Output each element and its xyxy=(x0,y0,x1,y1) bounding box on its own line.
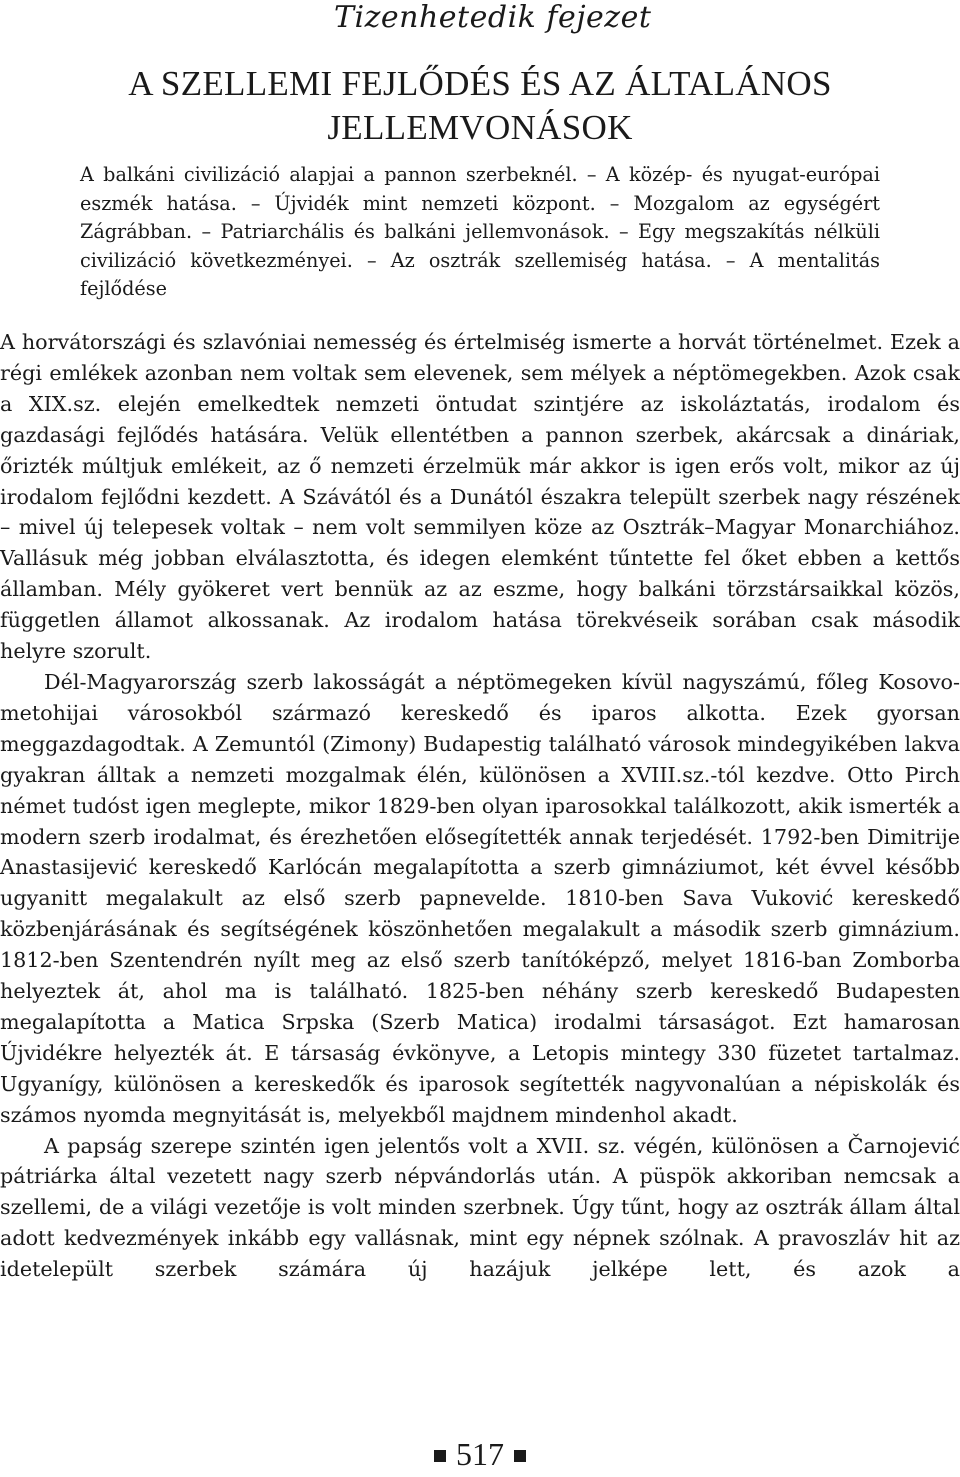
page-footer xyxy=(0,1435,960,1473)
chapter-title: A SZELLEMI FEJLŐDÉS ÉS AZ ÁLTALÁNOS JELLEMVONÁSOK xyxy=(128,64,832,147)
square-bullet-icon xyxy=(434,1450,446,1462)
page-number: 517 xyxy=(456,1436,504,1472)
chapter-summary: A balkáni civilizáció alapjai a pannon szerbeknél. – A közép- és nyugat-európai eszmék hatása. – Újvidék mint nemzeti központ. – Mozgalom az egységért Zágrábban. – Patriarchális és balkáni jellemvonások. – Egy megszakítás nélküli civilizáció következményei. – Az osztrák szellemiség hatása. – A mentalitás fejlődése xyxy=(80,163,880,301)
body-text xyxy=(0,327,960,1285)
chapter-label: Tizenhetedik fejezet xyxy=(334,0,652,35)
paragraph: A horvátországi és szlavóniai nemesség és értelmiség ismerte a horvát történelmet. Ezek a régi emlékek azonban nem voltak sem elevenek, sem mélyek a néptömegekben. Azok csak a XIX.sz. elején emelkedtek nemzeti öntudat szintjére az iskoláztatás, irodalom és gazdasági fejlődés hatására. Velük ellentétben a pannon szerbek, akárcsak a dináriak, őrizték múltjuk emlékeit, az ő nemzeti érzelmük már akkor is igen erős volt, mikor az új irodalom fejlődni kezdett. A Szávától és a Dunától északra települt szerbek nagy részének – mivel új telepesek voltak – nem volt semmilyen köze az Osztrák–Magyar Monarchiához. Vallásuk még jobban elválasztotta, és idegen elemként tűntette fel őket ebben a kettős államban. Mély gyökeret vert bennük az az eszme, hogy balkáni törzstársaikkal közös, független államot alkossanak. Az irodalom hatása törekvéseik sorában csak második helyre szorult. xyxy=(0,330,960,664)
paragraph: A papság szerepe szintén igen jelentős volt a XVII. sz. végén, különösen a Čarnojević pátriárka által vezetett nagy szerb népvándorlás után. A püspök akkoriban nemcsak a szellemi, de a világi vezetője is volt minden szerbnek. Úgy tűnt, hogy az osztrák állam által adott kedvezmények inkább egy vallásnak, mint egy népnek szólnak. A pravoszláv hit az idetelepült szerbek számára új hazájuk jelképe lett, és azok a xyxy=(0,1133,960,1282)
paragraph: Dél-Magyarország szerb lakosságát a néptömegeken kívül nagyszámú, főleg Kosovo-metohijai városokból származó kereskedő és iparos alkotta. Ezek gyorsan meggazdagodtak. A Zemuntól (Zimony) Budapestig található városok mindegyikében lakva gyakran álltak a nemzeti mozgalmak élén, különösen a XVIII.sz.-tól kezdve. Otto Pirch német tudóst igen meglepte, mikor 1829-ben olyan iparosokkal találkozott, akik ismerték a modern szerb irodalmat, és érezhetően elősegítették annak terjedését. 1792-ben Dimitrije Anastasijević kereskedő Karlócán megalapította a szerb gimnáziumot, két évvel később ugyanitt megalakult az első szerb papnevelde. 1810-ben Sava Vuković kereskedő közbenjárásának és segítségének köszönhetően megalakult a második szerb gimnázium. 1812-ben Szentendrén nyílt meg az első szerb tanítóképző, melyet 1816-ban Zomborba helyeztek át, ahol ma is található. 1825-ben néhány szerb kereskedő Budapesten megalapította a Matica Srpska (Szerb Matica) irodalmi társaságot. Ezt hamarosan Újvidékre helyezték át. E társaság évkönyve, a Letopis mintegy 330 füzetet tartalmaz. Ugyanígy, különösen a kereskedők és iparosok segítették nagyvonalúan a népiskolák és számos nyomda megnyitását is, melyekből majdnem mindenhol akadt. xyxy=(0,669,960,1127)
square-bullet-icon xyxy=(514,1450,526,1462)
